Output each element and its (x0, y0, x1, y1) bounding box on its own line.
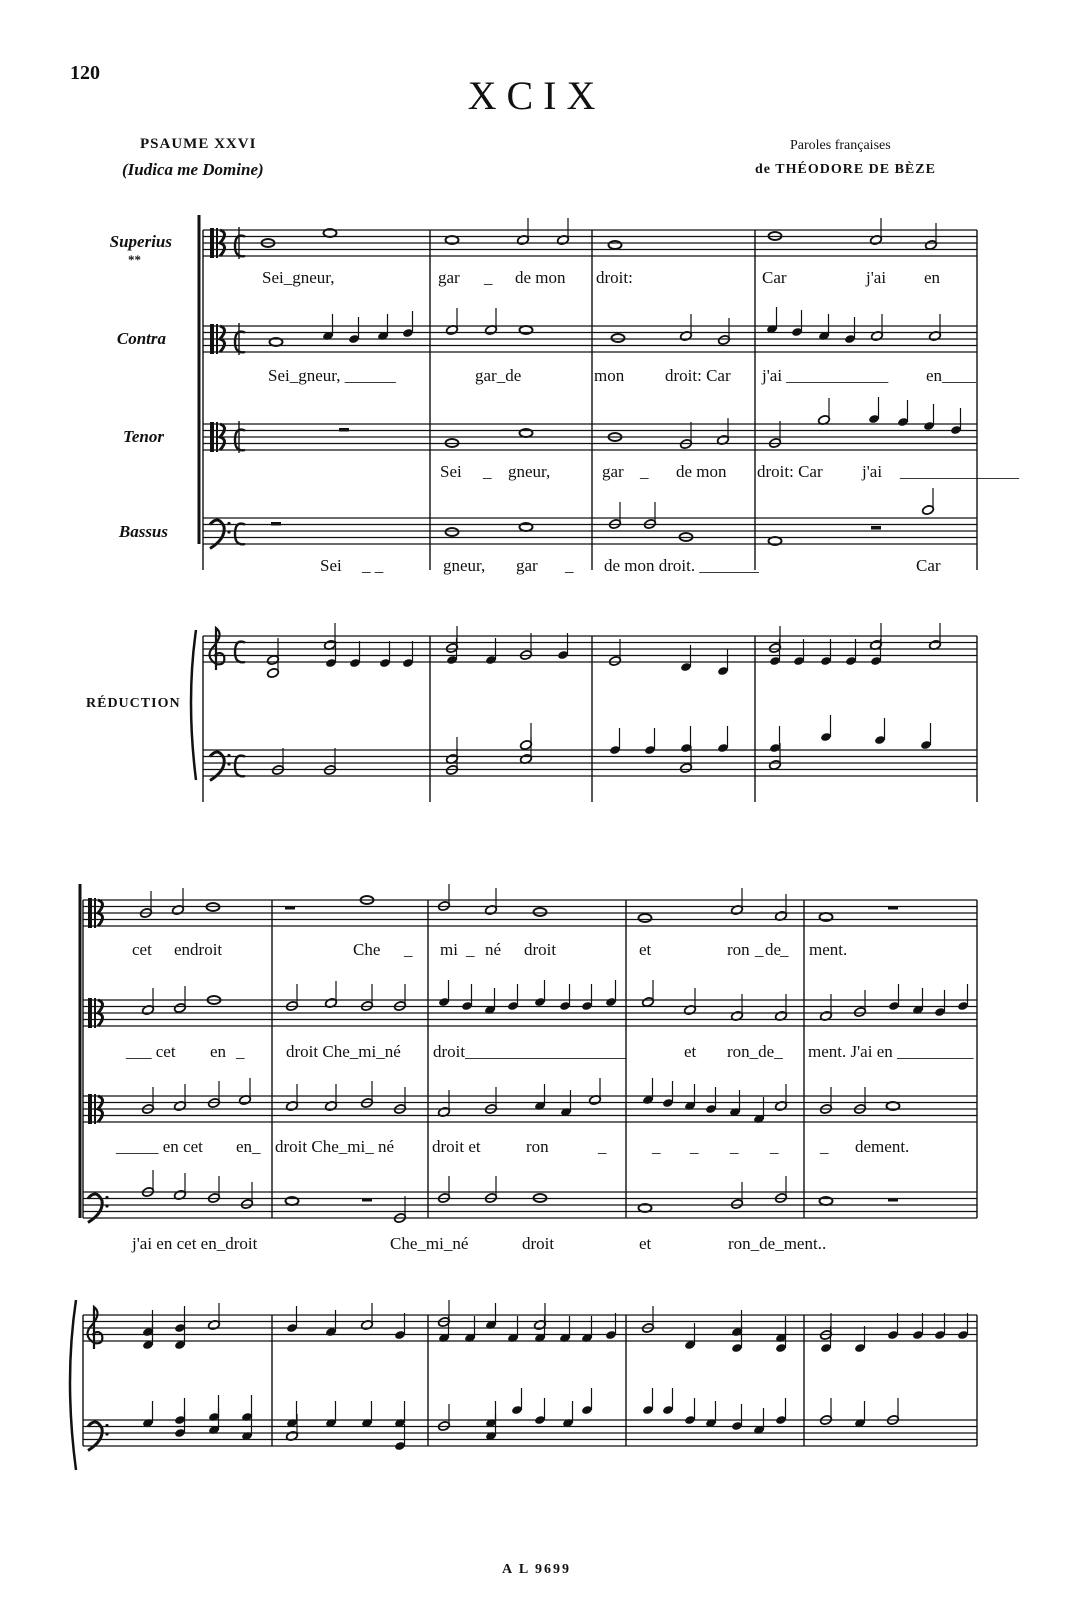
lyric: endroit (174, 940, 223, 959)
rest (339, 428, 349, 432)
c-clef (88, 1094, 92, 1124)
lyric: en (210, 1042, 227, 1061)
lyric: droit: Car (757, 462, 823, 481)
lyric: gar (602, 462, 624, 481)
lyric: ______________ (900, 462, 1019, 481)
c-clef (88, 998, 92, 1028)
lyric: ron_de_ment.. (728, 1234, 827, 1253)
lyric: droit Che_mi_né (286, 1042, 401, 1061)
lyric: droit et (432, 1137, 481, 1156)
lyrics-author: de THÉODORE DE BÈZE (755, 162, 936, 177)
c-clef (210, 228, 214, 258)
lyric: en (924, 268, 941, 287)
lyric: droit: (596, 268, 633, 287)
reduction-label: RÉDUCTION (86, 696, 181, 711)
c-clef-line (94, 1094, 96, 1124)
time-signature (235, 756, 245, 777)
time-signature (235, 642, 245, 663)
lyric: dement. (855, 1137, 910, 1156)
rest (871, 526, 881, 530)
lyric: ron (727, 940, 750, 959)
lyric: Che_mi_né (390, 1234, 469, 1253)
rest (271, 522, 281, 526)
lyric: droit___________________ (433, 1042, 627, 1061)
lyric: Sei (320, 556, 342, 575)
c-clef (210, 324, 214, 354)
c-clef-line (94, 998, 96, 1028)
lyric: j'ai ____________ (762, 366, 889, 385)
voice-label-tenor: Tenor (123, 427, 164, 446)
c-clef-line (216, 324, 218, 354)
lyric: né (485, 940, 502, 959)
lyric: de mon (515, 268, 566, 287)
lyric: _ (404, 940, 413, 959)
lyric: _ (780, 940, 789, 959)
page-number: 120 (70, 62, 100, 84)
whole-note (639, 914, 652, 922)
lyric: gar (438, 268, 460, 287)
lyric: Che (353, 940, 381, 959)
time-signature (235, 236, 245, 257)
f-clef-dot (227, 530, 230, 533)
lyric: _ (652, 1137, 661, 1156)
lyric: de mon droit. _______ (604, 556, 759, 575)
lyric: en_ (236, 1137, 261, 1156)
f-clef-dot (105, 1432, 108, 1435)
lyric: en____ (926, 366, 977, 385)
lyric: j'ai en cet en_droit (132, 1234, 258, 1253)
lyric: et (639, 940, 652, 959)
lyric: gneur, (508, 462, 551, 481)
lyric: droit Che_mi_ né (275, 1137, 394, 1156)
lyric: droit: Car (665, 366, 731, 385)
voice-label-superius: Superius (109, 232, 172, 251)
lyric: droit (524, 940, 557, 959)
f-clef-dot (105, 1424, 108, 1427)
lyric: j'ai (862, 462, 883, 481)
time-signature (235, 524, 245, 545)
lyric: _ (820, 1137, 829, 1156)
voice-label-contra: Contra (116, 329, 166, 348)
reduction-brace (70, 1300, 76, 1470)
time-signature (235, 430, 245, 451)
lyric: _ (483, 462, 492, 481)
rest (362, 1198, 372, 1202)
f-clef-dot (227, 762, 230, 765)
whole-note (534, 908, 547, 916)
lyric: Sei (440, 462, 462, 481)
lyric: gneur, (443, 556, 486, 575)
lyric: _ (565, 556, 574, 575)
lyric: droit (522, 1234, 555, 1253)
whole-note (446, 528, 459, 536)
lyric: j'ai (866, 268, 887, 287)
lyric: et (639, 1234, 652, 1253)
c-clef (88, 898, 92, 928)
lyric: _ _ (362, 556, 384, 575)
rest (888, 1198, 898, 1202)
lyric: Car (916, 556, 941, 575)
whole-note (612, 334, 625, 342)
rest (888, 906, 898, 910)
f-clef-dot (227, 522, 230, 525)
psalm-incipit: (Iudica me Domine) (122, 160, 264, 179)
lyric: _ (640, 462, 649, 481)
f-clef-dot (105, 1204, 108, 1207)
lyric: Sei_gneur, ______ (268, 366, 396, 385)
c-clef (210, 422, 214, 452)
lyric: _ (755, 940, 764, 959)
lyric: mi (440, 940, 458, 959)
lyric: _ (236, 1042, 245, 1061)
reduction-brace (191, 630, 196, 780)
lyric: mon (594, 366, 625, 385)
lyric: Car (762, 268, 787, 287)
lyric: _ (770, 1137, 779, 1156)
footnote-mark: ** (128, 252, 141, 267)
piece-title: XCIX (467, 73, 606, 118)
lyric: ment. (809, 940, 848, 959)
psalm-number: PSAUME XXVI (140, 136, 257, 152)
f-clef-dot (227, 754, 230, 757)
plate-number: A L 9699 (502, 1562, 571, 1577)
whole-note (609, 241, 622, 249)
c-clef-line (216, 228, 218, 258)
lyric: _ (466, 940, 475, 959)
lyric: ment. J'ai en _________ (808, 1042, 974, 1061)
lyric: _____ en cet (116, 1137, 203, 1156)
lyric: Sei_gneur, (262, 268, 335, 287)
lyric: _ (598, 1137, 607, 1156)
lyrics-credit-label: Paroles françaises (790, 138, 891, 153)
lyric: ___ cet (126, 1042, 176, 1061)
lyric: cet (132, 940, 152, 959)
time-signature (235, 332, 245, 353)
lyric: _ (730, 1137, 739, 1156)
lyric: ron_de_ (727, 1042, 783, 1061)
c-clef-line (94, 898, 96, 928)
lyric: _ (484, 268, 493, 287)
lyric: de mon (676, 462, 727, 481)
f-clef-dot (105, 1196, 108, 1199)
c-clef-line (216, 422, 218, 452)
lyric: _ (690, 1137, 699, 1156)
voice-label-bassus: Bassus (118, 522, 168, 541)
lyric: gar (516, 556, 538, 575)
lyric: et (684, 1042, 697, 1061)
lyric: ron (526, 1137, 549, 1156)
lyric: de (765, 940, 782, 959)
lyric: gar_de (475, 366, 522, 385)
rest (285, 906, 295, 910)
